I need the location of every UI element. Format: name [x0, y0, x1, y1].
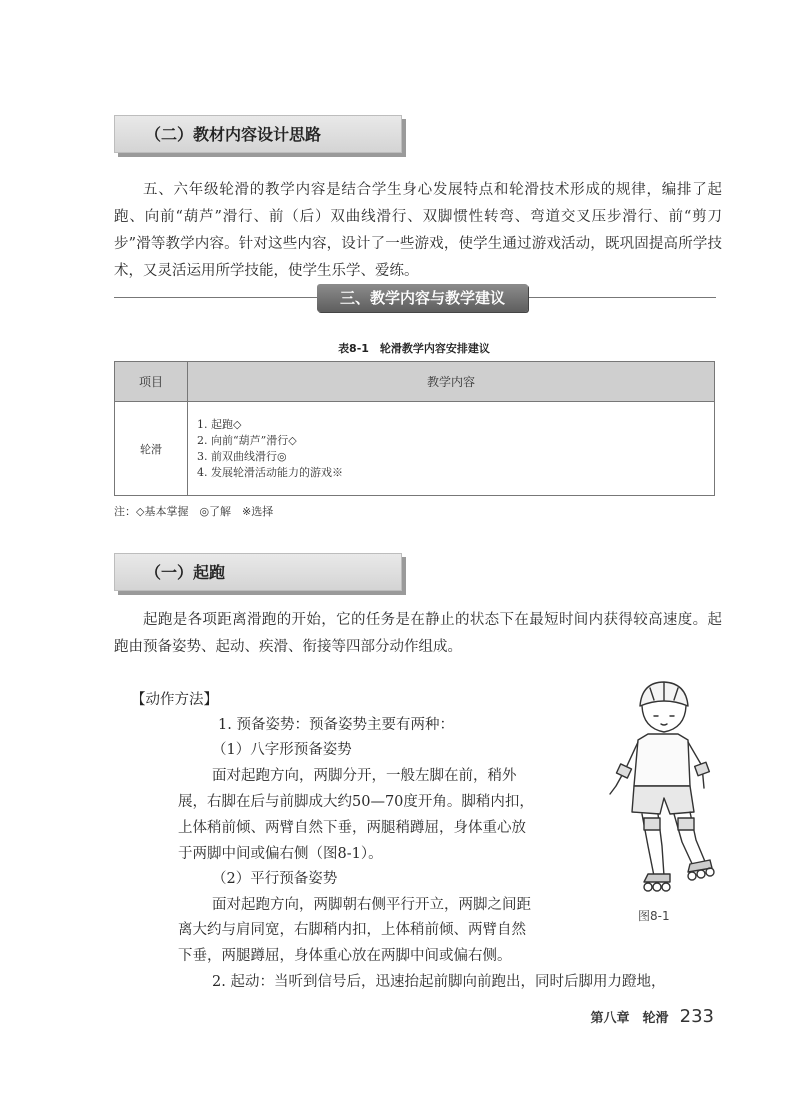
list-item: 3. 前双曲线滑行◎ [197, 449, 287, 463]
method-label: 【动作方法】 [131, 692, 218, 708]
method-line: （2）平行预备姿势 [212, 871, 338, 887]
schedule-table [114, 361, 715, 496]
table-cell-project: 轮滑 [115, 402, 188, 496]
method-line: 面对起跑方向，两脚朝右侧平行开立，两脚之间距 [212, 897, 531, 913]
method-line: 展，右脚在后与前脚成大约50—70度开角。脚稍内扣， [178, 794, 534, 810]
list-item: 4. 发展轮滑活动能力的游戏※ [197, 465, 343, 479]
table-header-project: 项目 [115, 362, 188, 402]
table-caption: 表8-1 轮滑教学内容安排建议 [338, 342, 490, 355]
method-line: （1）八字形预备姿势 [212, 742, 352, 758]
method-line: 上体稍前倾、两臂自然下垂，两腿稍蹲屈，身体重心放 [178, 820, 526, 836]
page-footer [591, 1006, 714, 1027]
method-line: 面对起跑方向，两脚分开，一般左脚在前，稍外 [212, 768, 517, 784]
chapter-banner: 三、教学内容与教学建议 [317, 284, 528, 312]
section-header-start: （一）起跑 [114, 553, 402, 591]
footer-chapter: 第八章 轮滑 [590, 1011, 669, 1026]
start-paragraph: 起跑是各项距离滑跑的开始，它的任务是在静止的状态下在最短时间内获得较高速度。起跑由预备姿势、起动、疾滑、衔接等四部分动作组成。 [114, 612, 722, 655]
table-row [115, 402, 715, 496]
skater-illustration [598, 676, 728, 896]
table-note: 注：◇基本掌握 ◎了解 ※选择 [114, 505, 274, 518]
banner-line-left [114, 297, 317, 298]
method-line: 1. 预备姿势：预备姿势主要有两种： [218, 717, 454, 733]
table-cell-content [188, 402, 715, 496]
list-item: 2. 向前“葫芦”滑行◇ [197, 433, 297, 447]
table-header-row [115, 362, 715, 402]
method-line: 2. 起动：当听到信号后，迅速抬起前脚向前跑出，同时后脚用力蹬地， [212, 974, 666, 990]
table-header-content: 教学内容 [188, 362, 715, 402]
design-paragraph: 五、六年级轮滑的教学内容是结合学生身心发展特点和轮滑技术形成的规律，编排了起跑、向前“葫芦”滑行、前（后）双曲线滑行、双脚惯性转弯、弯道交叉压步滑行、前“剪刀步”滑等教学内容。针对这些内容，设计了一些游戏，使学生通过游戏活动，既巩固提高所学技术，又灵活运用所学技能，使学生乐学、爱练。 [114, 182, 722, 279]
list-item: 1. 起跑◇ [197, 417, 242, 431]
method-line: 离大约与肩同宽，右脚稍内扣，上体稍前倾、两臂自然 [178, 922, 526, 938]
section-header-design: （二）教材内容设计思路 [114, 115, 402, 153]
figure-caption: 图8-1 [638, 909, 670, 923]
method-line: 于两脚中间或偏右侧（图8-1）。 [178, 846, 383, 862]
banner-line-right [528, 297, 716, 298]
content-list [189, 411, 713, 487]
page-number: 233 [679, 1006, 714, 1027]
method-line: 下垂，两腿蹲屈，身体重心放在两脚中间或偏右侧。 [178, 948, 512, 964]
